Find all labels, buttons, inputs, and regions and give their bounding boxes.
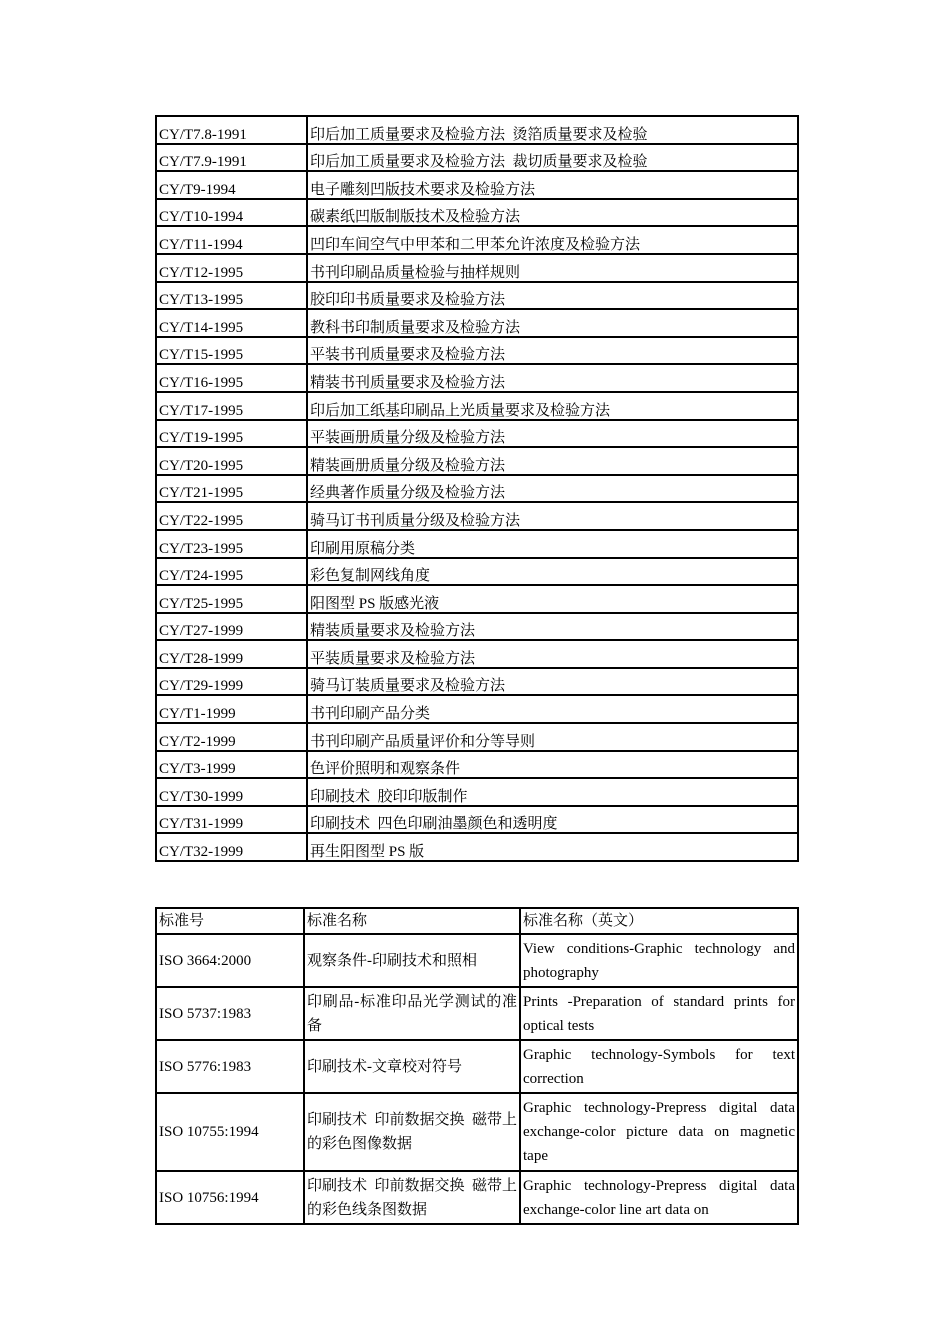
table-row: [156, 171, 798, 199]
standard-code: CY/T3-1999: [156, 751, 307, 779]
table-row: [156, 116, 798, 144]
standard-name: 再生阳图型 PS 版: [307, 833, 798, 861]
standard-code: CY/T15-1995: [156, 337, 307, 365]
table-row: [156, 420, 798, 448]
table-row: [156, 226, 798, 254]
standard-code: CY/T13-1995: [156, 282, 307, 310]
table-row: [156, 392, 798, 420]
standard-name-chinese: 印刷技术 印前数据交换 磁带上的彩色线条图数据: [304, 1171, 520, 1224]
cy-standards-table: [155, 115, 799, 862]
standard-code: ISO 3664:2000: [156, 934, 304, 987]
standard-name: 精装质量要求及检验方法: [307, 613, 798, 641]
standard-name-english: Graphic technology-Prepress digital data exchange-color line art data on: [520, 1171, 798, 1224]
iso-standards-table: [155, 907, 799, 1225]
standard-name: 阳图型 PS 版感光液: [307, 585, 798, 613]
standard-code: CY/T10-1994: [156, 199, 307, 227]
standard-code: ISO 5737:1983: [156, 987, 304, 1040]
standard-name: 骑马订书刊质量分级及检验方法: [307, 502, 798, 530]
standard-code: ISO 5776:1983: [156, 1040, 304, 1093]
standard-code: CY/T7.8-1991: [156, 116, 307, 144]
table-row: [156, 199, 798, 227]
standard-code: CY/T30-1999: [156, 778, 307, 806]
standard-code: CY/T24-1995: [156, 558, 307, 586]
standard-name: 印后加工质量要求及检验方法 烫箔质量要求及检验: [307, 116, 798, 144]
standard-code: CY/T19-1995: [156, 420, 307, 448]
standard-name: 平装画册质量分级及检验方法: [307, 420, 798, 448]
standard-code: ISO 10756:1994: [156, 1171, 304, 1224]
table-row: [156, 1171, 798, 1224]
table-row: [156, 364, 798, 392]
standard-code: CY/T22-1995: [156, 502, 307, 530]
standard-code: CY/T2-1999: [156, 723, 307, 751]
standard-code: CY/T11-1994: [156, 226, 307, 254]
table-row: [156, 1093, 798, 1171]
standard-name: 书刊印刷产品分类: [307, 695, 798, 723]
table-row: [156, 778, 798, 806]
standard-code: CY/T21-1995: [156, 475, 307, 503]
standard-name-english: Prints -Preparation of standard prints for optical tests: [520, 987, 798, 1040]
standard-name: 印刷用原稿分类: [307, 530, 798, 558]
standard-code: CY/T32-1999: [156, 833, 307, 861]
table-row: [156, 254, 798, 282]
standard-code: CY/T17-1995: [156, 392, 307, 420]
table-row: [156, 530, 798, 558]
table-row: [156, 337, 798, 365]
table-row: [156, 640, 798, 668]
standard-code: CY/T20-1995: [156, 447, 307, 475]
standard-name: 印后加工质量要求及检验方法 裁切质量要求及检验: [307, 144, 798, 172]
table-row: [156, 668, 798, 696]
header-standard-number: 标准号: [156, 908, 304, 934]
standard-code: CY/T1-1999: [156, 695, 307, 723]
standard-code: ISO 10755:1994: [156, 1093, 304, 1171]
table-row: [156, 833, 798, 861]
standard-name: 碳素纸凹版制版技术及检验方法: [307, 199, 798, 227]
standard-name-chinese: 印刷技术-文章校对符号: [304, 1040, 520, 1093]
header-standard-name: 标准名称: [304, 908, 520, 934]
table-row: [156, 502, 798, 530]
table-row: [156, 1040, 798, 1093]
standard-name-english: Graphic technology-Prepress digital data exchange-color picture data on magnetic tape: [520, 1093, 798, 1171]
standard-name: 印后加工纸基印刷品上光质量要求及检验方法: [307, 392, 798, 420]
standard-name: 印刷技术 胶印印版制作: [307, 778, 798, 806]
standard-code: CY/T16-1995: [156, 364, 307, 392]
standard-code: CY/T25-1995: [156, 585, 307, 613]
standard-code: CY/T14-1995: [156, 309, 307, 337]
table-row: [156, 558, 798, 586]
standard-name-chinese: 印刷技术 印前数据交换 磁带上的彩色图像数据: [304, 1093, 520, 1171]
table-header-row: [156, 908, 798, 934]
standard-name: 精装书刊质量要求及检验方法: [307, 364, 798, 392]
standard-name: 书刊印刷品质量检验与抽样规则: [307, 254, 798, 282]
table-row: [156, 447, 798, 475]
standard-name: 彩色复制网线角度: [307, 558, 798, 586]
standard-name: 印刷技术 四色印刷油墨颜色和透明度: [307, 806, 798, 834]
standard-name: 骑马订装质量要求及检验方法: [307, 668, 798, 696]
standard-code: CY/T31-1999: [156, 806, 307, 834]
header-standard-name-english: 标准名称（英文）: [520, 908, 798, 934]
standard-name: 教科书印制质量要求及检验方法: [307, 309, 798, 337]
standard-code: CY/T12-1995: [156, 254, 307, 282]
standard-code: CY/T29-1999: [156, 668, 307, 696]
standard-name: 平装书刊质量要求及检验方法: [307, 337, 798, 365]
standard-name: 凹印车间空气中甲苯和二甲苯允许浓度及检验方法: [307, 226, 798, 254]
table-row: [156, 144, 798, 172]
table-row: [156, 585, 798, 613]
standard-code: CY/T7.9-1991: [156, 144, 307, 172]
table-row: [156, 934, 798, 987]
standard-name: 经典著作质量分级及检验方法: [307, 475, 798, 503]
standard-name: 书刊印刷产品质量评价和分等导则: [307, 723, 798, 751]
standard-name: 精装画册质量分级及检验方法: [307, 447, 798, 475]
standard-name-english: Graphic technology-Symbols for text correction: [520, 1040, 798, 1093]
table-row: [156, 613, 798, 641]
standard-name: 平装质量要求及检验方法: [307, 640, 798, 668]
standard-name: 色评价照明和观察条件: [307, 751, 798, 779]
standard-code: CY/T9-1994: [156, 171, 307, 199]
standard-code: CY/T27-1999: [156, 613, 307, 641]
table-row: [156, 475, 798, 503]
table-row: [156, 723, 798, 751]
table-row: [156, 282, 798, 310]
standard-name: 胶印印书质量要求及检验方法: [307, 282, 798, 310]
standard-code: CY/T28-1999: [156, 640, 307, 668]
table-row: [156, 695, 798, 723]
table-row: [156, 987, 798, 1040]
standard-name-english: View conditions-Graphic technology and photography: [520, 934, 798, 987]
standard-code: CY/T23-1995: [156, 530, 307, 558]
standard-name-chinese: 印刷品-标准印品光学测试的准备: [304, 987, 520, 1040]
standard-name-chinese: 观察条件-印刷技术和照相: [304, 934, 520, 987]
table-row: [156, 806, 798, 834]
table-row: [156, 751, 798, 779]
table-row: [156, 309, 798, 337]
standard-name: 电子雕刻凹版技术要求及检验方法: [307, 171, 798, 199]
